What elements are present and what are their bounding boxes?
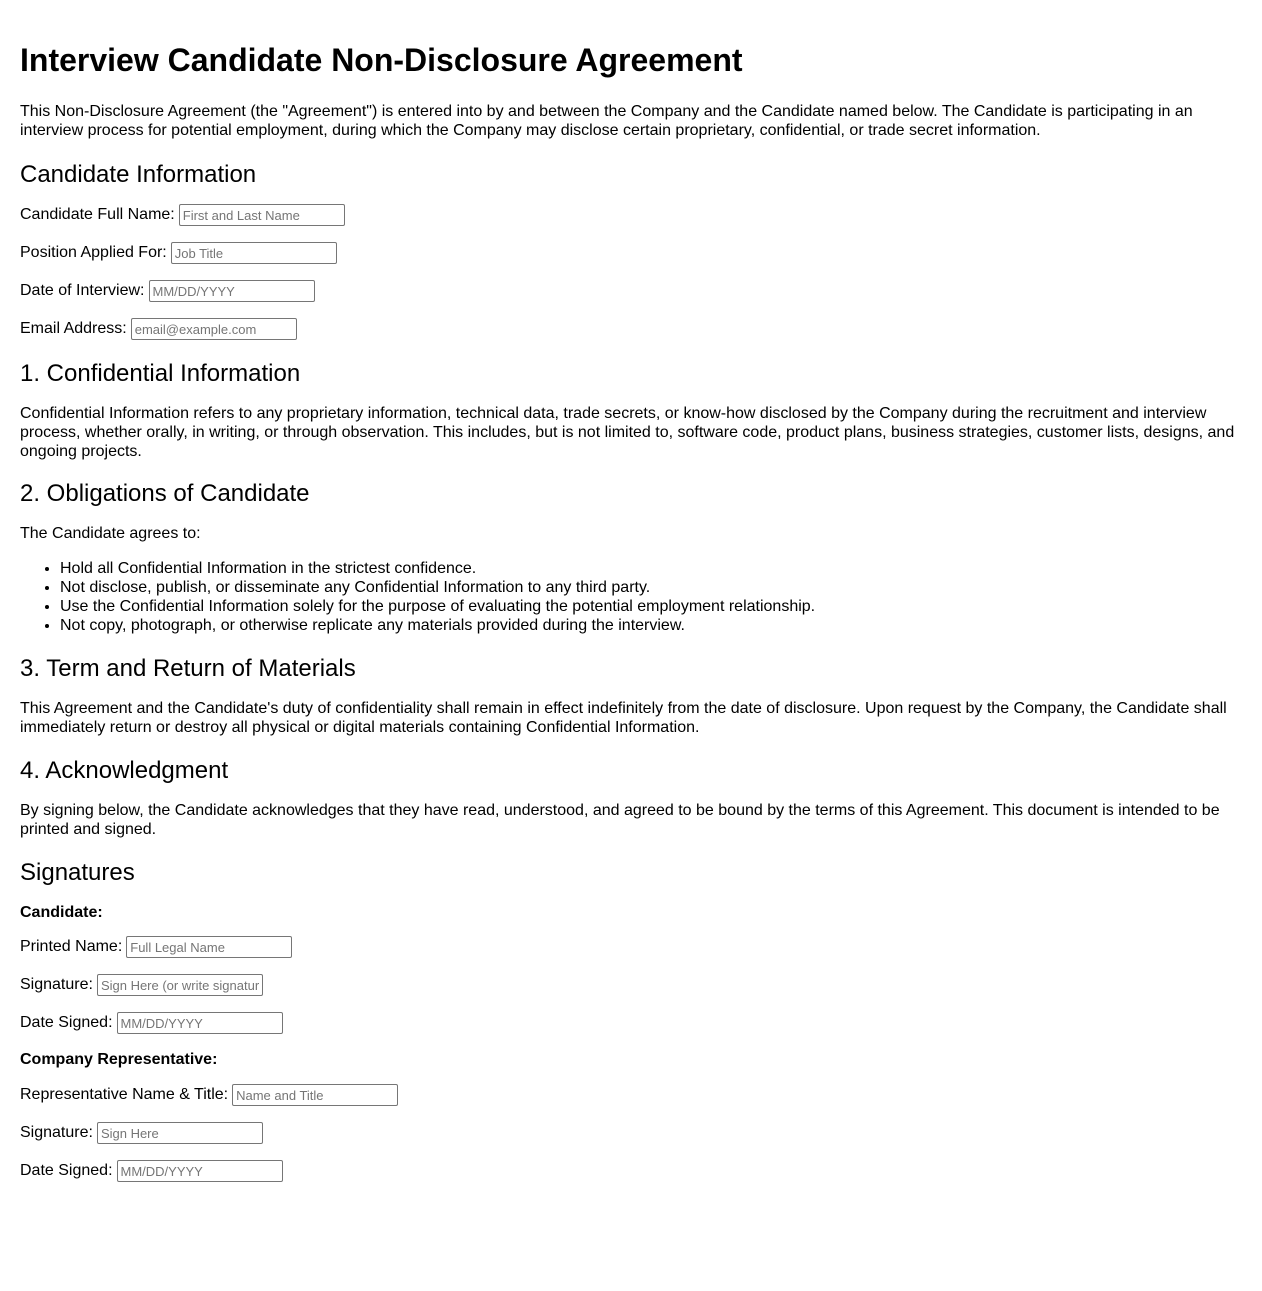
term-section [20,655,1242,737]
candidate-printed-name-input[interactable] [126,936,292,958]
candidate-full-name-input[interactable] [179,204,345,226]
company-representative-heading: Company Representative: [20,1051,218,1068]
date-of-interview-input[interactable] [149,280,315,302]
section-1-body: Confidential Information refers to any proprietary information, technical data, trade secrets, or know-how disclosed by the Company during the recruitment and interview process, whether orally, in writing, or through observation. This includes, but is not limited to, software code, product plans, business strategies, customer lists, designs, and ongoing projects. [20,405,1235,460]
representative-date-signed-label: Date Signed: [20,1162,113,1179]
candidate-signature-label: Signature: [20,976,93,993]
section-1-heading: 1. Confidential Information [20,360,301,387]
candidate-full-name-label: Candidate Full Name: [20,206,175,223]
section-3-heading: 3. Term and Return of Materials [20,655,356,682]
candidate-signature-heading: Candidate: [20,904,103,921]
representative-name-title-row [20,1084,1242,1106]
email-address-row [20,318,1242,340]
confidential-information-section [20,360,1242,461]
candidate-information-heading: Candidate Information [20,161,257,188]
candidate-printed-name-row [20,936,1242,958]
section-2-heading: 2. Obligations of Candidate [20,480,310,507]
signatures-section [20,859,1242,1182]
section-4-body: By signing below, the Candidate acknowledges that they have read, understood, and agreed to be bound by the terms of this Agreement. This document is intended to be printed and signed. [20,802,1220,838]
obligations-section [20,480,1242,635]
candidate-date-signed-label: Date Signed: [20,1014,113,1031]
page-title: Interview Candidate Non-Disclosure Agreement [20,42,743,78]
section-4-heading: 4. Acknowledgment [20,757,229,784]
candidate-signature-row [20,974,1242,996]
email-address-label: Email Address: [20,320,127,337]
candidate-printed-name-label: Printed Name: [20,938,123,955]
email-address-input[interactable] [131,318,297,340]
list-item: • Hold all Confidential Information in the strictest confidence. [60,559,1242,578]
obligations-list [20,559,1242,635]
representative-signature-row [20,1122,1242,1144]
acknowledgment-section [20,757,1242,839]
date-of-interview-row [20,280,1242,302]
representative-signature-label: Signature: [20,1124,93,1141]
candidate-signature-input[interactable] [97,974,263,996]
representative-name-title-input[interactable] [232,1084,398,1106]
list-item: • Use the Confidential Information solely for the purpose of evaluating the potential employment relationship. [60,597,1242,616]
position-applied-row [20,242,1242,264]
section-3-body: This Agreement and the Candidate's duty of confidentiality shall remain in effect indefinitely from the date of disclosure. Upon request by the Company, the Candidate shall immediately return or destroy all physical or digital materials containing Confidential Information. [20,700,1227,736]
representative-date-signed-row [20,1160,1242,1182]
position-applied-input[interactable] [171,242,337,264]
representative-date-signed-input[interactable] [117,1160,283,1182]
intro-paragraph: This Non-Disclosure Agreement (the "Agreement") is entered into by and between the Company and the Candidate named below. The Candidate is participating in an interview process for potential employment, during which the Company may disclose certain proprietary, confidential, or trade secret information. [20,103,1193,139]
candidate-information-section [20,161,1242,340]
list-item: • Not copy, photograph, or otherwise replicate any materials provided during the interview. [60,616,1242,635]
candidate-date-signed-row [20,1012,1242,1034]
list-item: • Not disclose, publish, or disseminate any Confidential Information to any third party. [60,578,1242,597]
candidate-date-signed-input[interactable] [117,1012,283,1034]
position-applied-label: Position Applied For: [20,244,167,261]
candidate-full-name-row [20,204,1242,226]
signatures-heading: Signatures [20,859,135,886]
representative-signature-input[interactable] [97,1122,263,1144]
representative-name-title-label: Representative Name & Title: [20,1086,229,1103]
date-of-interview-label: Date of Interview: [20,282,145,299]
section-2-lead: The Candidate agrees to: [20,525,201,542]
